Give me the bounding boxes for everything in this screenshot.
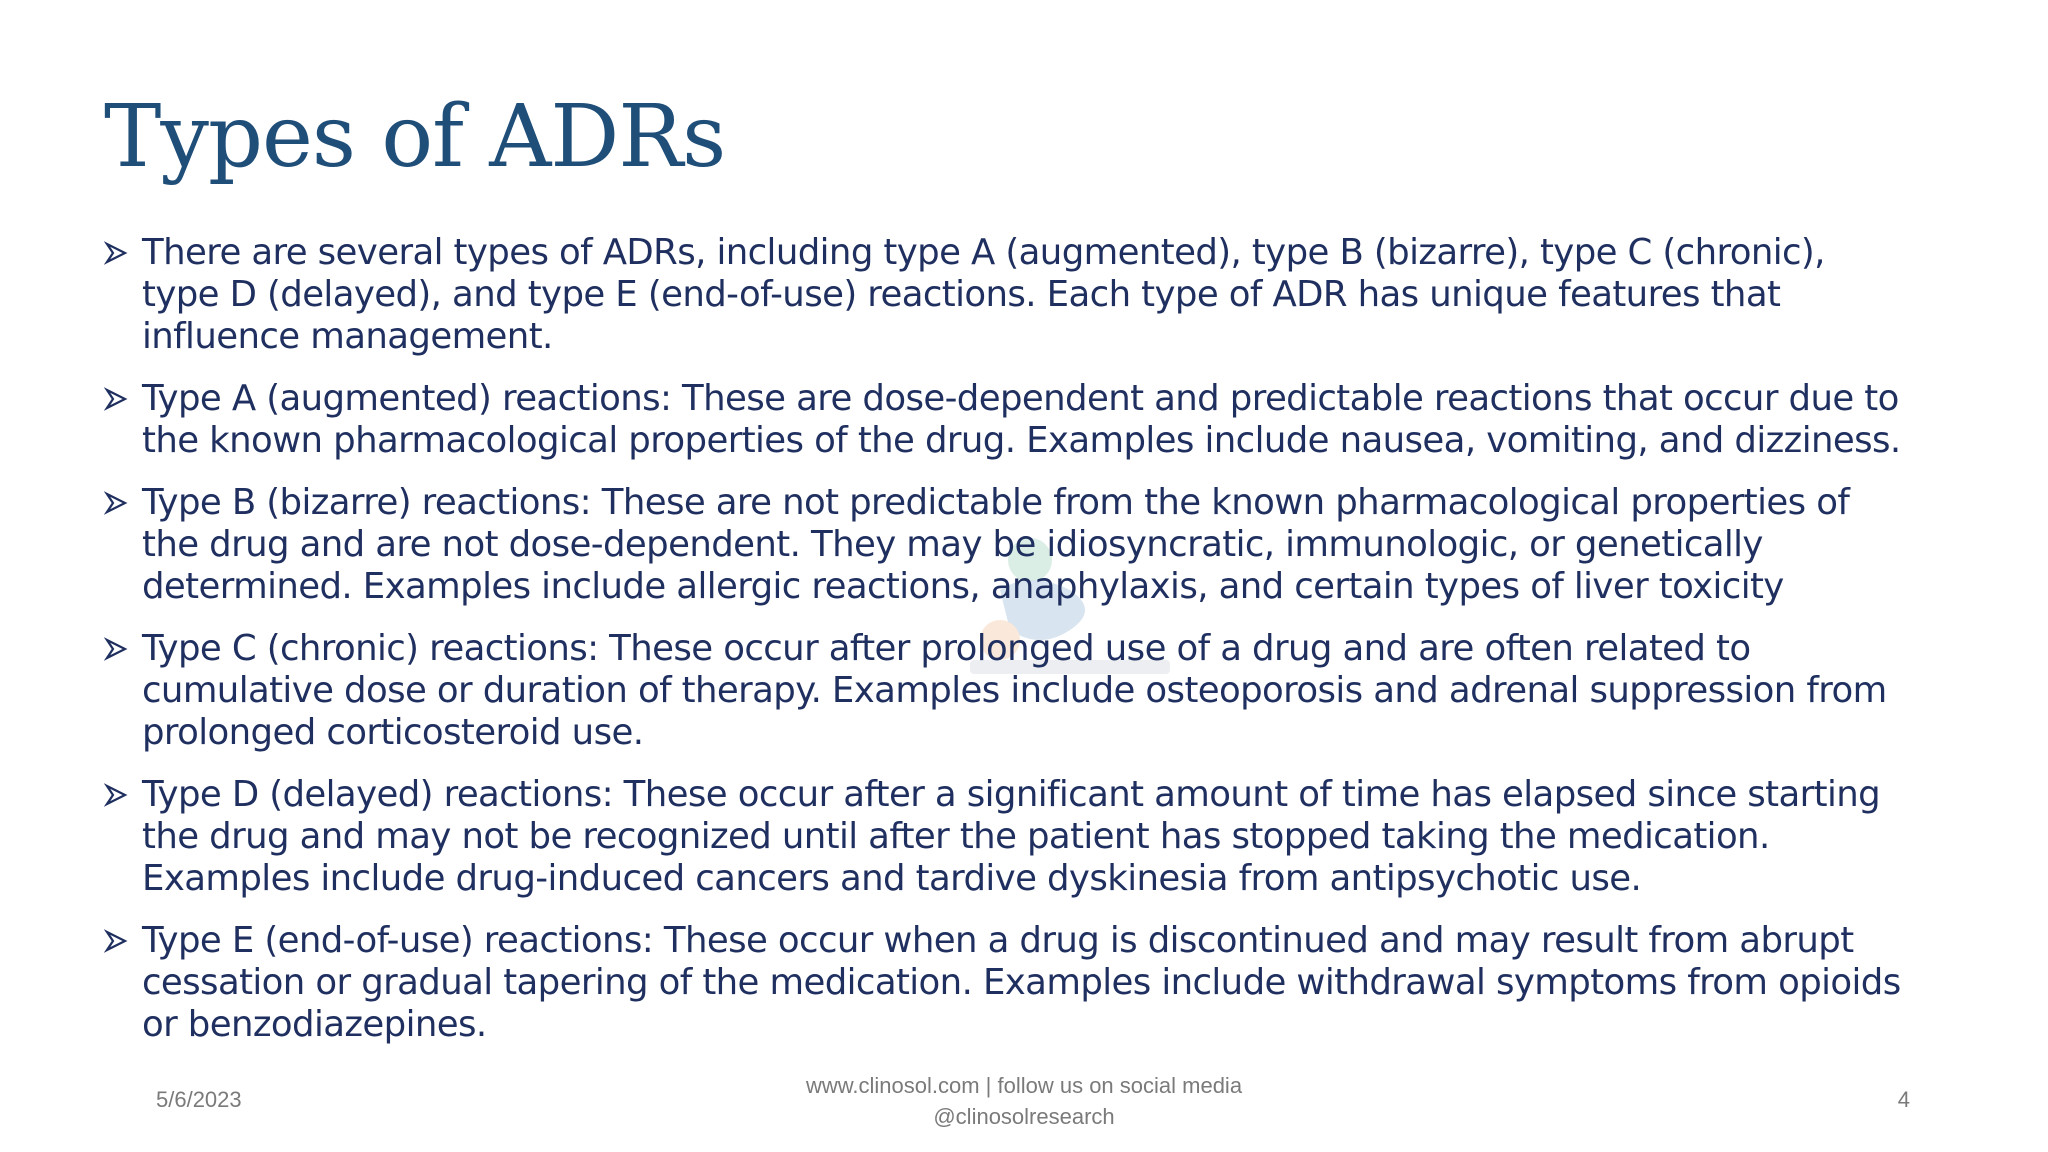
footer-website-line: www.clinosol.com | follow us on social media (805, 1073, 1243, 1098)
arrowhead-bullet-icon (104, 929, 128, 953)
arrowhead-bullet-icon (104, 241, 128, 265)
bullet-item (104, 232, 1904, 358)
bullet-text: There are several types of ADRs, including type A (augmented), type B (bizarre), type C (chronic), type D (delayed), and type E (end-of-use) reactions. Each type of ADR has unique features that influence management. (142, 232, 1825, 357)
bullet-item (104, 920, 1904, 1046)
bullet-text: Type A (augmented) reactions: These are dose-dependent and predictable reactions that occur due to the known pharmacological properties of the drug. Examples include nausea, vomiting, and dizziness. (142, 378, 1901, 461)
arrowhead-bullet-icon (104, 491, 128, 515)
bullet-item (104, 378, 1904, 462)
footer-website (724, 1070, 1324, 1132)
arrowhead-bullet-icon (104, 637, 128, 661)
arrowhead-bullet-icon (104, 387, 128, 411)
bullet-text: Type E (end-of-use) reactions: These occur when a drug is discontinued and may result from abrupt cessation or gradual tapering of the medication. Examples include withdrawal symptoms from opioids or benzodiazepines. (142, 920, 1901, 1045)
slide-title: Types of ADRs (104, 87, 726, 187)
footer-date: 5/6/2023 (156, 1087, 242, 1112)
bullet-item (104, 628, 1904, 754)
page-number: 4 (1897, 1087, 1910, 1112)
footer-handle-line: @clinosolresearch (933, 1104, 1115, 1129)
bullet-text: Type C (chronic) reactions: These occur after prolonged use of a drug and are often related to cumulative dose or duration of therapy. Examples include osteoporosis and adrenal suppression from prolonged corticosteroid use. (142, 628, 1887, 753)
arrowhead-bullet-icon (104, 783, 128, 807)
bullet-text: Type D (delayed) reactions: These occur after a significant amount of time has elapsed since starting the drug and may not be recognized until after the patient has stopped taking the medication. Examples include drug-induced cancers and tardive dyskinesia from antipsychotic use. (142, 774, 1881, 899)
bullet-list (104, 232, 1904, 1066)
bullet-text: Type B (bizarre) reactions: These are not predictable from the known pharmacological properties of the drug and are not dose-dependent. They may be idiosyncratic, immunologic, or genetically determined. Examples include allergic reactions, anaphylaxis, and certain types of liver toxicity (142, 482, 1850, 607)
bullet-item (104, 774, 1904, 900)
bullet-item (104, 482, 1904, 608)
